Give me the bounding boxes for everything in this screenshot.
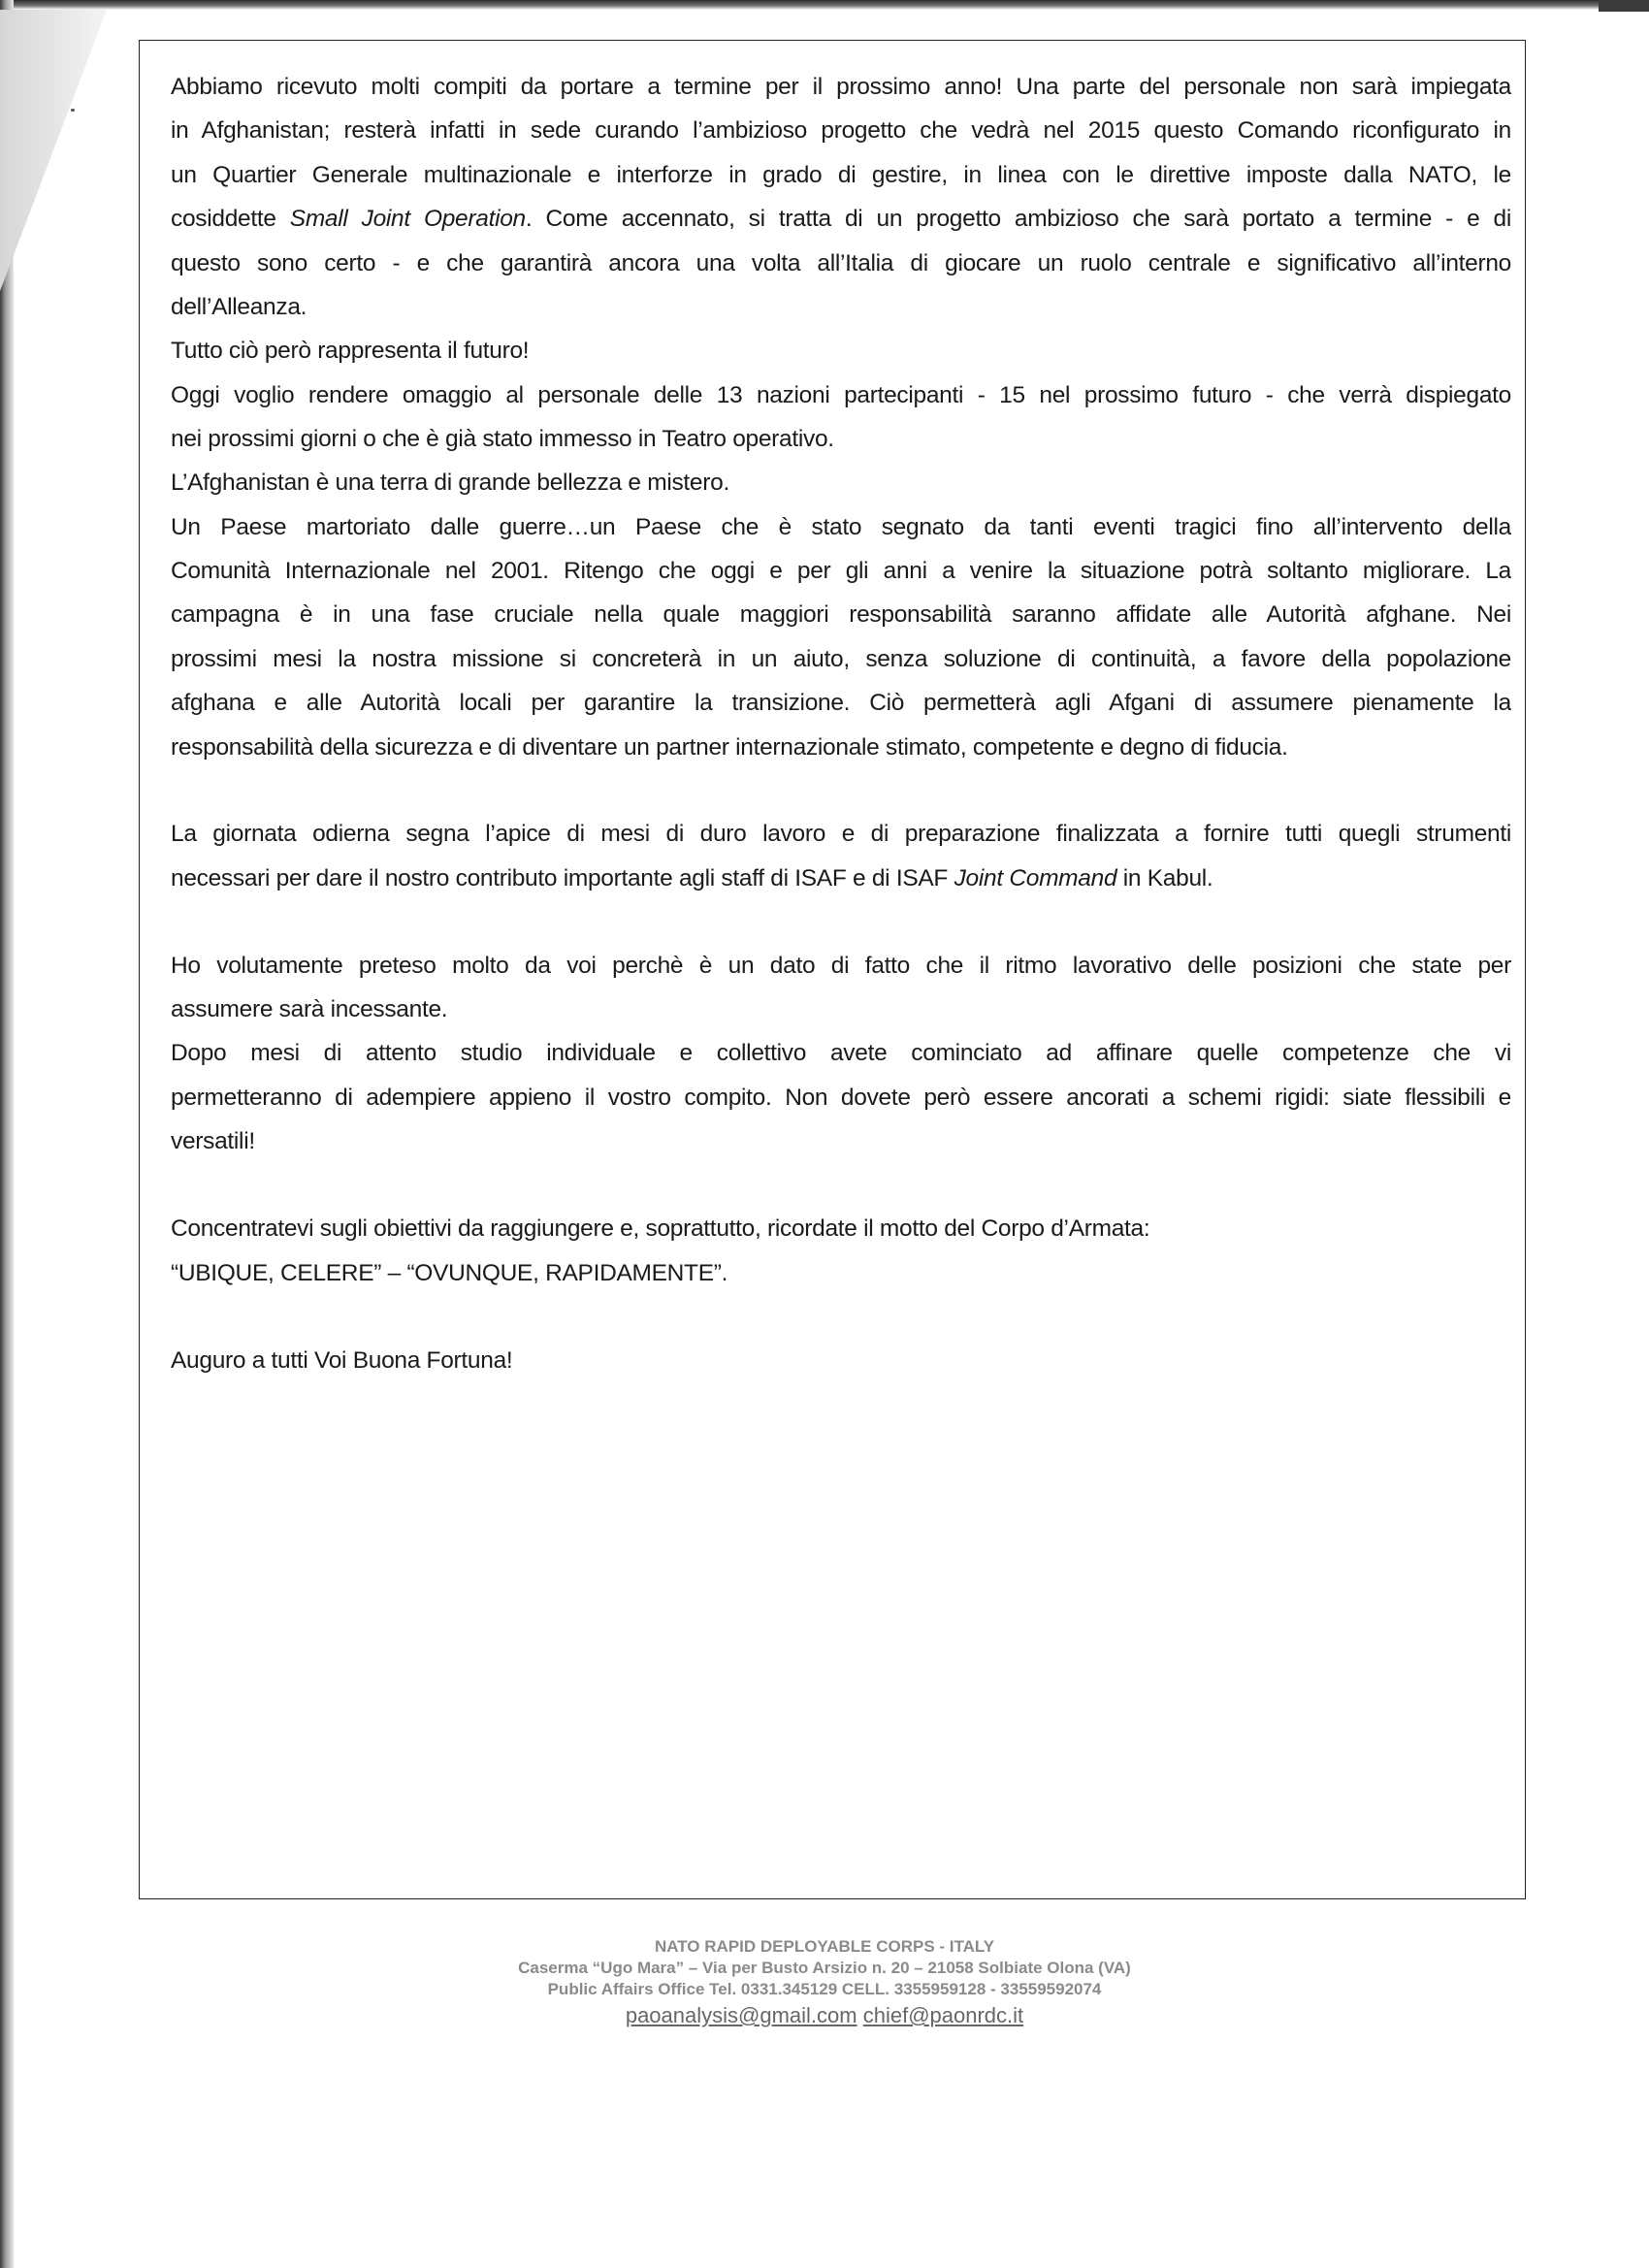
scan-corner-shadow [1599, 0, 1649, 12]
letter-text: necessari per dare il nostro contributo importante agli staff di ISAF e di ISAF [171, 865, 954, 891]
letter-line: Comunità Internazionale nel 2001. Ritengo che oggi e per gli anni a venire la situazione potrà soltanto migliorare. La [171, 558, 1511, 584]
letter-text: . Come accennato, si tratta di un progetto ambizioso che sarà portato a termine - e di [525, 206, 1511, 232]
letter-line: Dopo mesi di attento studio individuale e collettivo avete cominciato ad affinare quelle competenze che vi [171, 1040, 1511, 1066]
letter-line: Oggi voglio rendere omaggio al personale delle 13 nazioni partecipanti - 15 nel prossimo futuro - che verrà dispiegato [171, 382, 1511, 408]
letter-line: prossimi mesi la nostra missione si concreterà in un aiuto, senza soluzione di continuità, a favore della popolazione [171, 646, 1511, 672]
letter-line: in Afghanistan; resterà infatti in sede curando l’ambizioso progetto che vedrà nel 2015 questo Comando riconfigurato in [171, 117, 1511, 144]
letter-line: Ho volutamente preteso molto da voi perchè è un dato di fatto che il ritmo lavorativo delle posizioni che state per [171, 953, 1511, 979]
letter-line: dell’Alleanza. [171, 294, 307, 320]
letter-line: Abbiamo ricevuto molti compiti da portare a termine per il prossimo anno! Una parte del personale non sarà impiegata [171, 74, 1511, 100]
scan-edge-left [0, 0, 14, 2268]
letter-italic-term: Small Joint Operation [289, 206, 526, 232]
letter-line: afghana e alle Autorità locali per garantire la transizione. Ciò permetterà agli Afgani di assumere pienamente la [171, 690, 1511, 716]
scan-speck [71, 109, 75, 112]
letter-line: Tutto ciò però rappresenta il futuro! [171, 338, 530, 364]
letter-line: assumere sarà incessante. [171, 996, 448, 1022]
letter-text: in Kabul. [1116, 865, 1213, 891]
letter-line: versatili! [171, 1128, 255, 1154]
letter-line: Concentratevi sugli obiettivi da raggiungere e, soprattutto, ricordate il motto del Corpo d’Armata: [171, 1215, 1150, 1242]
footer-address: Caserma “Ugo Mara” – Via per Busto Arsizio n. 20 – 21058 Solbiate Olona (VA) [518, 1959, 1131, 1977]
letter-line [171, 205, 1511, 234]
letter-line: nei prossimi giorni o che è già stato immesso in Teatro operativo. [171, 426, 834, 452]
letter-text: cosiddette [171, 206, 290, 232]
letter-line: Un Paese martoriato dalle guerre…un Paese che è stato segnato da tanti eventi tragici fino all’intervento della [171, 514, 1511, 540]
letter-line: un Quartier Generale multinazionale e interforze in grado di gestire, in linea con le direttive imposte dalla NATO, le [171, 162, 1511, 188]
footer-emails [0, 2004, 1649, 2027]
email-link-pao[interactable]: paoanalysis@gmail.com [625, 2003, 857, 2027]
letter-line: responsabilità della sicurezza e di diventare un partner internazionale stimato, competente e degno di fiducia. [171, 734, 1288, 761]
email-link-chief[interactable]: chief@paonrdc.it [862, 2003, 1024, 2027]
footer-contacts: Public Affairs Office Tel. 0331.345129 CELL. 3355959128 - 33559592074 [547, 1980, 1102, 1998]
letter-line: questo sono certo - e che garantirà ancora una volta all’Italia di giocare un ruolo centrale e significativo all’interno [171, 250, 1511, 276]
scan-page-fold [0, 10, 107, 291]
letter-italic-term: Joint Command [954, 865, 1117, 891]
letter-line [171, 864, 1511, 893]
scan-edge-top [0, 0, 1649, 10]
letter-closing: Auguro a tutti Voi Buona Fortuna! [171, 1347, 513, 1374]
letter-line: campagna è in una fase cruciale nella quale maggiori responsabilità saranno affidate alle Autorità afghane. Nei [171, 601, 1511, 628]
letter-line: L’Afghanistan è una terra di grande bellezza e mistero. [171, 470, 729, 496]
letter-line: La giornata odierna segna l’apice di mesi di duro lavoro e di preparazione finalizzata a fornire tutti quegli strumenti [171, 821, 1511, 847]
footer-org: NATO RAPID DEPLOYABLE CORPS - ITALY [654, 1937, 995, 1956]
letter-motto: “UBIQUE, CELERE” – “OVUNQUE, RAPIDAMENTE”. [171, 1260, 728, 1286]
letter-line: permetteranno di adempiere appieno il vostro compito. Non dovete però essere ancorati a schemi rigidi: siate flessibili e [171, 1085, 1511, 1111]
